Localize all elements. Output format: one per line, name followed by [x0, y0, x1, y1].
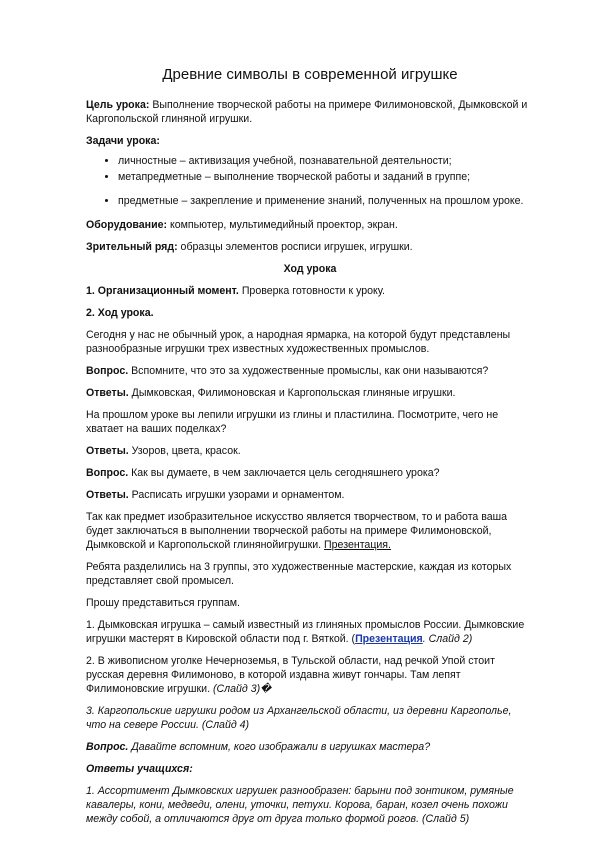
question2-text: Как вы думаете, в чем заключается цель сегодняшнего урока? — [128, 467, 440, 479]
visual-label: Зрительный ряд: — [86, 241, 178, 253]
equipment-text: компьютер, мультимедийный проектор, экран. — [167, 219, 398, 231]
step1-paragraph — [86, 284, 534, 298]
visual-paragraph — [86, 240, 534, 254]
presentation-link[interactable]: Презентация. — [324, 539, 391, 551]
step2-paragraph — [86, 306, 534, 320]
groups-paragraph: Ребята разделились на 3 группы, это художественные мастерские, каждая из которых представляет свой промысел. — [86, 561, 512, 587]
question3-label: Вопрос. — [86, 741, 129, 753]
answer1-paragraph — [86, 386, 534, 400]
dymkovo-text: 1. Дымковская игрушка – самый известный из глиняных промыслов России. Дымковские игрушки мастерят в Кировской области под г. Вяткой. ( — [86, 619, 525, 645]
goal-paragraph — [86, 98, 534, 126]
equipment-paragraph — [86, 218, 534, 232]
question3-paragraph — [86, 740, 534, 754]
question1-paragraph — [86, 364, 534, 378]
filimonovo-paragraph — [86, 654, 534, 696]
goal-label: Цель урока: — [86, 99, 150, 111]
dymkovo-presentation-link[interactable]: Презентация — [355, 633, 423, 645]
course-heading — [86, 262, 534, 276]
question3-text: Давайте вспомним, кого изображали в игрушках мастера? — [128, 741, 431, 753]
task-item-personal: • личностные – активизация учебной, познавательной деятельности; — [118, 154, 534, 168]
task-item-subject: • предметные – закрепление и применение знаний, полученных на прошлом уроке. — [118, 194, 534, 208]
equipment-label: Оборудование: — [86, 219, 168, 231]
step1-label: 1. Организационный момент. — [86, 285, 239, 297]
answer3-label: Ответы. — [86, 489, 129, 501]
present-paragraph: Прошу представиться группам. — [86, 597, 240, 609]
visual-text: образцы элементов росписи игрушек, игрушки. — [177, 241, 413, 253]
intro-paragraph: Сегодня у нас не обычный урок, а народная ярмарка, на которой будут представлены разнообразные игрушки трех известных художественных промыслов. — [86, 329, 511, 355]
dymkovo-slide-ref: . Слайд 2) — [422, 633, 473, 645]
goal-text: Выполнение творческой работы на примере Филимоновской, Дымковской и Каргопольской глиняной игрушки. — [86, 99, 528, 125]
question2-paragraph — [86, 466, 534, 480]
filimonovo-text: 2. В живописном уголке Нечерноземья, в Тульской области, над речкой Упой стоит русская деревня Филимоново, в которой издавна живут гончары. Там лепят Филимоновские игрушки. — [86, 655, 495, 695]
answer3-paragraph — [86, 488, 534, 502]
answer2-paragraph — [86, 444, 534, 458]
answer1-label: Ответы. — [86, 387, 129, 399]
students-answers-heading — [86, 762, 534, 776]
task-item-metasubject: • метапредметные – выполнение творческой работы и заданий в группе; — [118, 170, 534, 184]
answer2-text: Узоров, цвета, красок. — [128, 445, 241, 457]
document-page — [86, 66, 534, 834]
art-text: Так как предмет изобразительное искусство является творчеством, то и работа ваша будет заключаться в выполнении творческой работы на примере Филимоновской, Дымковской и Каргопольской глинянойигрушки. — [86, 511, 508, 551]
step2-label: 2. Ход урока. — [86, 307, 154, 319]
tasks-label: Задачи урока: — [86, 135, 160, 147]
students-answers-label: Ответы учащихся: — [86, 763, 193, 775]
art-paragraph — [86, 510, 534, 552]
filimonovo-slide-ref: (Слайд 3)� — [212, 683, 272, 695]
dymkovo-paragraph — [86, 618, 534, 646]
last-lesson-paragraph: На прошлом уроке вы лепили игрушки из глины и пластилина. Посмотрите, чего не хватает на ваших поделках? — [86, 409, 499, 435]
kargopol-paragraph: 3. Каргопольские игрушки родом из Архангельской области, из деревни Каргополье, что на севере России. (Слайд 4) — [86, 705, 512, 731]
question1-label: Вопрос. — [86, 365, 129, 377]
answer3-text: Расписать игрушки узорами и орнаментом. — [128, 489, 345, 501]
dymkovo-assortment-paragraph: 1. Ассортимент Дымковских игрушек разнообразен: барыни под зонтиком, румяные кавалеры, кони, медведи, олени, уточки, петухи. Корова, баран, козел очень похожи между собой, а отличаются друг от друга только формой рогов. (Слайд 5) — [86, 785, 514, 825]
question2-label: Вопрос. — [86, 467, 129, 479]
page-title: Древние символы в современной игрушке — [162, 66, 458, 83]
answer2-label: Ответы. — [86, 445, 129, 457]
course-heading-text: Ход урока — [283, 263, 337, 275]
question1-text: Вспомните, что это за художественные промыслы, как они называются? — [128, 365, 489, 377]
tasks-heading — [86, 134, 534, 148]
tasks-list — [86, 154, 534, 208]
step1-text: Проверка готовности к уроку. — [238, 285, 385, 297]
answer1-text: Дымковская, Филимоновская и Каргопольская глиняные игрушки. — [128, 387, 456, 399]
